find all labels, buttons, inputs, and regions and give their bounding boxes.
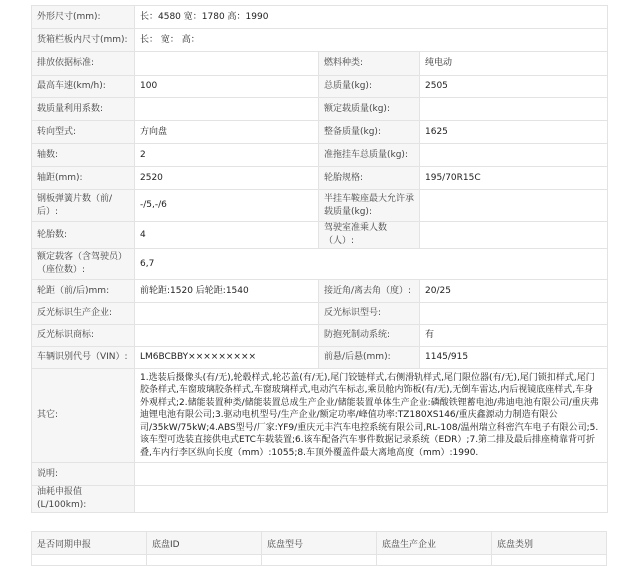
spec-label: 最高车速(km/h): (32, 76, 135, 98)
chassis-header: 底盘ID (147, 532, 262, 555)
spec-value (135, 303, 319, 325)
chassis-header: 是否同期申报 (32, 532, 147, 555)
spec-value: 前轮距:1520 后轮距:1540 (135, 280, 319, 303)
spec-value: 1625 (420, 121, 608, 144)
spec-label: 钢板弹簧片数（前/后）: (32, 190, 135, 222)
spec-row-fuel (32, 486, 608, 513)
spec-label: 额定载客（含驾驶员）（座位数）: (32, 249, 135, 280)
spec-value: 纯电动 (420, 52, 608, 76)
spec-row-track (32, 280, 608, 303)
spec-row-note (32, 463, 608, 486)
spec-label: 油耗申报值(L/100km): (32, 486, 135, 513)
spec-label: 轴数: (32, 144, 135, 167)
spec-row-reflect-brand (32, 325, 608, 347)
spec-value: 长：4580 宽：1780 高：1990 (135, 6, 608, 29)
spec-label: 排放依据标准: (32, 52, 135, 76)
spec-value-notes: 1.选装后摄像头(有/无),轮毂样式,轮芯盖(有/无),尾门铰链样式,右侧滑轨样式,尾门限位器(有/无),尾门锁扣样式,尾门胶条样式,车窗玻璃胶条样式,车窗玻璃样式,电动汽车标志,乘员舱内饰板(有/无),无倒车雷达,内后视镜底座样式,车身外观样式;2.储能装置种类/储能装置总成生产企业/储能装置单体生产企业:磷酸铁锂蓄电池/弗迪电池有限公司/重庆弗迪锂电池有限公司;3.驱动电机型号/生产企业/额定功率/峰值功率:TZ180XS146/重庆鑫源动力制造有限公司/35kW/75kW;4.ABS型号/厂家:YF9/重庆元丰汽车电控系统有限公司,RL-108/温州瑞立科密汽车电子有限公司;5.该车型可选装直接供电式ETC车载装置;6.该车配备汽车事件数据记录系统（EDR）;7.第二排及最后排座椅靠背可折叠,车内行李区纵向长度（mm）:1055;8.车顶外覆盖件最大离地高度（mm）:1990. (135, 369, 608, 463)
spec-row-speed (32, 76, 608, 98)
spec-label: 其它: (32, 369, 135, 463)
spec-value: 6,7 (135, 249, 608, 280)
spec-value: 2 (135, 144, 319, 167)
spec-label: 反光标识商标: (32, 325, 135, 347)
spec-label: 说明: (32, 463, 135, 486)
spec-value (420, 144, 608, 167)
chassis-cell (32, 555, 147, 566)
spec-row-reflect-maker (32, 303, 608, 325)
spec-value: 2520 (135, 167, 319, 190)
spec-value: LM6BCBBY××××××××× (135, 347, 319, 369)
spec-value: 195/70R15C (420, 167, 608, 190)
spec-row-emission (32, 52, 608, 76)
spec-value: 长： 宽： 高： (135, 29, 608, 52)
spec-value (420, 222, 608, 249)
spec-value: -/5,-/6 (135, 190, 319, 222)
spec-value (135, 325, 319, 347)
spec-value (420, 303, 608, 325)
spec-table (31, 5, 608, 513)
spec-value (135, 98, 319, 121)
chassis-header: 底盘生产企业 (377, 532, 492, 555)
spec-row-steering (32, 121, 608, 144)
spec-label: 轮胎规格: (319, 167, 420, 190)
spec-label: 前悬/后悬(mm): (319, 347, 420, 369)
chassis-cell (147, 555, 262, 566)
spec-label: 反光标识生产企业: (32, 303, 135, 325)
spec-label: 整备质量(kg): (319, 121, 420, 144)
spec-label: 半挂车鞍座最大允许承载质量(kg): (319, 190, 420, 222)
spec-row-axles (32, 144, 608, 167)
spec-row-seats (32, 249, 608, 280)
spec-label: 准拖挂车总质量(kg): (319, 144, 420, 167)
chassis-row (32, 555, 607, 566)
spec-label: 接近角/离去角（度）: (319, 280, 420, 303)
spec-label: 外形尺寸(mm): (32, 6, 135, 29)
spec-value: 1145/915 (420, 347, 608, 369)
spec-label: 载质量利用系数: (32, 98, 135, 121)
spec-value (135, 463, 608, 486)
spec-value: 20/25 (420, 280, 608, 303)
spec-row-dimensions (32, 6, 608, 29)
spec-label: 总质量(kg): (319, 76, 420, 98)
chassis-header-row (32, 532, 607, 555)
spec-value (135, 486, 608, 513)
spec-row-cargo-box (32, 29, 608, 52)
spec-value (420, 98, 608, 121)
spec-label: 车辆识别代号（VIN）: (32, 347, 135, 369)
spec-label: 轮距（前/后)mm: (32, 280, 135, 303)
spec-value: 100 (135, 76, 319, 98)
spec-label: 转向型式: (32, 121, 135, 144)
spec-row-wheelbase (32, 167, 608, 190)
spec-value: 方向盘 (135, 121, 319, 144)
spec-value: 4 (135, 222, 319, 249)
spec-row-other (32, 369, 608, 463)
chassis-header: 底盘型号 (262, 532, 377, 555)
spec-label: 防抱死制动系统: (319, 325, 420, 347)
chassis-cell (262, 555, 377, 566)
spec-row-springs (32, 190, 608, 222)
spec-label: 燃料种类: (319, 52, 420, 76)
spec-row-vin (32, 347, 608, 369)
spec-row-tires (32, 222, 608, 249)
chassis-cell (492, 555, 607, 566)
chassis-cell (377, 555, 492, 566)
spec-label: 额定载质量(kg): (319, 98, 420, 121)
spec-label: 轴距(mm): (32, 167, 135, 190)
spec-label: 驾驶室准乘人数（人）: (319, 222, 420, 249)
spec-value: 有 (420, 325, 608, 347)
spec-value (420, 190, 608, 222)
chassis-header: 底盘类别 (492, 532, 607, 555)
spec-value: 2505 (420, 76, 608, 98)
spec-label: 货箱栏板内尺寸(mm): (32, 29, 135, 52)
spec-value (135, 52, 319, 76)
spec-label: 反光标识型号: (319, 303, 420, 325)
spec-label: 轮胎数: (32, 222, 135, 249)
spec-row-load-util (32, 98, 608, 121)
